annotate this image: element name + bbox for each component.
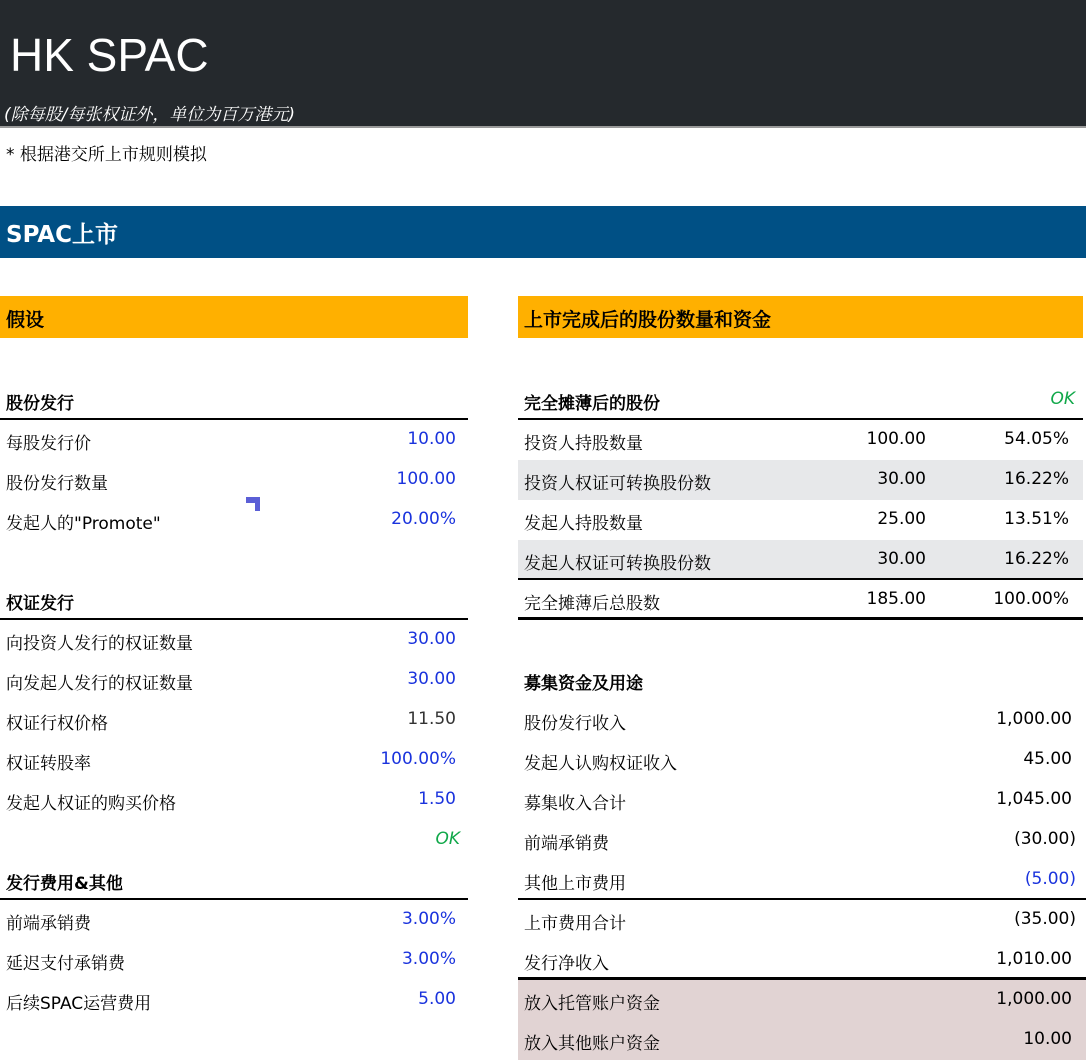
row-label: 放入托管账户资金	[524, 994, 660, 1014]
row-label: 放入其他账户资金	[524, 1034, 660, 1054]
funds-heading: 募集资金及用途	[524, 674, 643, 694]
check-status: OK	[435, 829, 460, 849]
table-row[interactable]	[518, 1020, 1086, 1060]
table-row[interactable]	[0, 620, 468, 660]
shares-cell[interactable]: 30.00	[877, 549, 926, 569]
input-cell[interactable]: 30.00	[407, 629, 456, 649]
row-label: 发起人认购权证收入	[524, 754, 677, 774]
check-status: OK	[1050, 389, 1075, 409]
share-issue-heading: 股份发行	[6, 394, 74, 414]
row-label: 向发起人发行的权证数量	[6, 674, 193, 694]
row-label: 延迟支付承销费	[6, 954, 125, 974]
assumptions-header	[0, 296, 468, 338]
row-label: 每股发行价	[6, 434, 91, 454]
table-row[interactable]	[518, 740, 1086, 780]
diluted-heading-row	[518, 380, 1083, 420]
funds-heading-row	[518, 660, 1086, 700]
table-row[interactable]	[0, 780, 468, 820]
row-label: 完全摊薄后总股数	[524, 594, 660, 614]
post-listing-title: 上市完成后的股份数量和资金	[524, 309, 772, 331]
warrant-issue-heading-row	[0, 580, 468, 620]
value-cell[interactable]: (35.00)	[1014, 909, 1076, 929]
header-divider	[0, 126, 1086, 128]
input-cell[interactable]: 3.00%	[401, 949, 456, 969]
table-row[interactable]	[518, 980, 1086, 1020]
input-cell[interactable]: 20.00%	[391, 509, 456, 529]
row-label: 发起人的"Promote"	[6, 514, 161, 534]
shares-cell[interactable]: 25.00	[877, 509, 926, 529]
shares-cell[interactable]: 100.00	[866, 429, 926, 449]
row-label: 前端承销费	[524, 834, 609, 854]
row-label: 募集收入合计	[524, 794, 626, 814]
fees-heading-row	[0, 860, 468, 900]
formula-cell[interactable]: 11.50	[407, 709, 456, 729]
table-row[interactable]	[0, 500, 468, 540]
row-label: 上市费用合计	[524, 914, 626, 934]
row-label: 权证转股率	[6, 754, 91, 774]
row-label: 后续SPAC运营费用	[6, 994, 152, 1014]
input-cell[interactable]: 10.00	[407, 429, 456, 449]
row-label: 投资人权证可转换股份数	[524, 474, 711, 494]
row-label: 发行净收入	[524, 954, 609, 974]
section-band	[0, 206, 1086, 258]
row-label: 发起人权证可转换股份数	[524, 554, 711, 574]
value-cell[interactable]: 1,000.00	[996, 709, 1072, 729]
row-label: 股份发行数量	[6, 474, 108, 494]
input-cell[interactable]: 1.50	[418, 789, 456, 809]
input-cell[interactable]: 5.00	[418, 989, 456, 1009]
footnote: * 根据港交所上市规则模拟	[6, 145, 207, 165]
table-row[interactable]	[518, 780, 1086, 820]
input-cell[interactable]: 3.00%	[401, 909, 456, 929]
page-subtitle: (除每股/每张权证外，单位为百万港元)	[4, 105, 295, 125]
row-label: 权证行权价格	[6, 714, 108, 734]
value-cell[interactable]: (30.00)	[1014, 829, 1076, 849]
fees-heading: 发行费用&其他	[6, 874, 123, 894]
table-row[interactable]	[518, 700, 1086, 740]
page-title: HK SPAC	[10, 29, 209, 81]
input-cell[interactable]: 30.00	[407, 669, 456, 689]
band-title: SPAC上市	[6, 222, 118, 248]
value-cell[interactable]: 1,000.00	[996, 989, 1072, 1009]
input-cell[interactable]: 100.00	[396, 469, 456, 489]
table-row[interactable]	[518, 940, 1086, 980]
value-cell[interactable]: 1,045.00	[996, 789, 1072, 809]
pct-cell[interactable]: 13.51%	[1004, 509, 1069, 529]
table-row[interactable]	[518, 500, 1083, 540]
table-row[interactable]	[518, 420, 1083, 460]
table-row[interactable]	[0, 980, 468, 1020]
pct-cell[interactable]: 100.00%	[993, 589, 1069, 609]
total-row[interactable]	[518, 580, 1083, 620]
table-row[interactable]	[518, 820, 1086, 860]
share-issue-heading-row	[0, 380, 468, 420]
value-cell[interactable]: 1,010.00	[996, 949, 1072, 969]
post-listing-header	[518, 296, 1083, 338]
row-label: 向投资人发行的权证数量	[6, 634, 193, 654]
input-cell[interactable]: 100.00%	[380, 749, 456, 769]
row-label: 发起人权证的购买价格	[6, 794, 176, 814]
table-row[interactable]	[518, 460, 1083, 500]
check-row	[0, 820, 468, 860]
row-label: 股份发行收入	[524, 714, 626, 734]
shares-cell[interactable]: 30.00	[877, 469, 926, 489]
value-cell[interactable]: 45.00	[1023, 749, 1072, 769]
table-row[interactable]	[0, 660, 468, 700]
row-label: 发起人持股数量	[524, 514, 643, 534]
table-row[interactable]	[0, 460, 468, 500]
row-label: 投资人持股数量	[524, 434, 643, 454]
table-row[interactable]	[518, 900, 1086, 940]
pct-cell[interactable]: 16.22%	[1004, 549, 1069, 569]
row-label: 前端承销费	[6, 914, 91, 934]
table-row[interactable]	[0, 420, 468, 460]
table-row[interactable]	[0, 700, 468, 740]
table-row[interactable]	[518, 860, 1086, 900]
shares-cell[interactable]: 185.00	[866, 589, 926, 609]
value-cell[interactable]: 10.00	[1023, 1029, 1072, 1049]
input-cell[interactable]: (5.00)	[1024, 869, 1076, 889]
assumptions-title: 假设	[6, 309, 45, 331]
table-row[interactable]	[0, 940, 468, 980]
warrant-issue-heading: 权证发行	[6, 594, 74, 614]
table-row[interactable]	[0, 740, 468, 780]
pct-cell[interactable]: 16.22%	[1004, 469, 1069, 489]
pct-cell[interactable]: 54.05%	[1004, 429, 1069, 449]
diluted-heading: 完全摊薄后的股份	[524, 394, 660, 414]
table-row[interactable]	[0, 900, 468, 940]
row-label: 其他上市费用	[524, 874, 626, 894]
table-row[interactable]	[518, 540, 1083, 580]
